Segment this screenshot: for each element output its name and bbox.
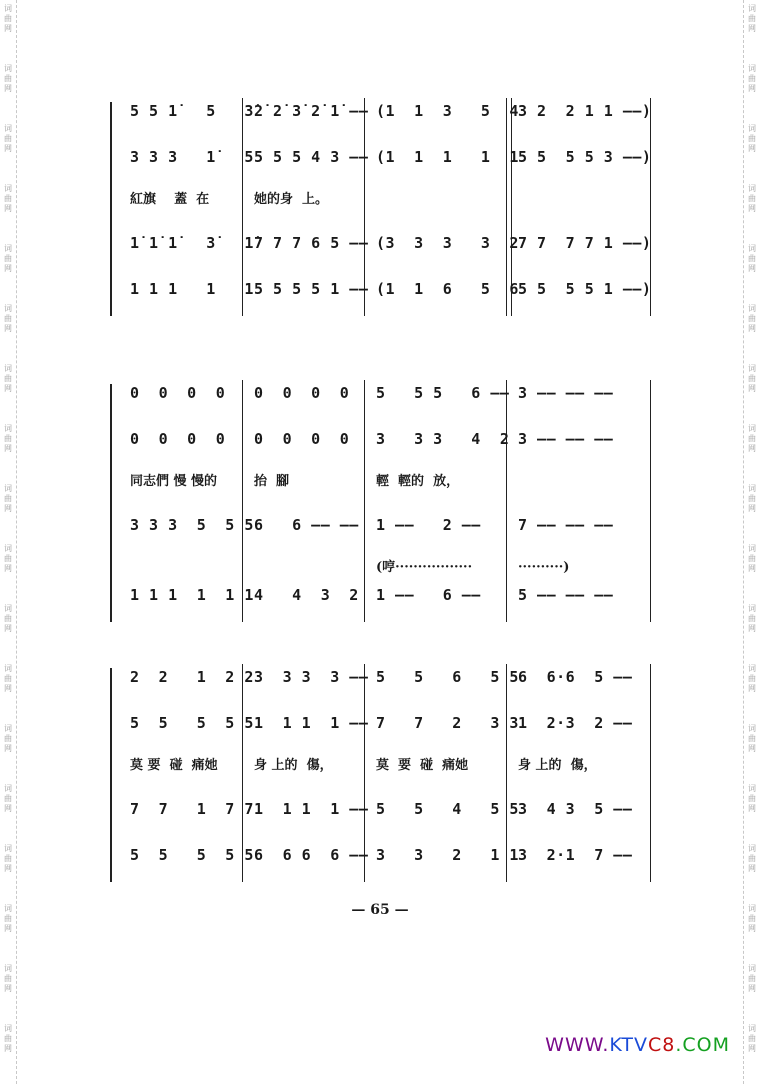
notation-row <box>130 840 662 870</box>
site-part-4: .COM <box>675 1034 730 1056</box>
notation-row <box>130 378 662 408</box>
side-watermark-text: 词 曲 网 <box>748 4 756 33</box>
measure-notes: 3 3 2 1 1 <box>376 846 519 864</box>
measure-notes: 1 2·3 2 —— <box>518 714 633 732</box>
system-brace <box>110 668 130 882</box>
measure-notes: 3 3 3 4 2 <box>376 430 510 448</box>
measure-notes: 5 5 1̇ 5 3̇ <box>130 102 254 120</box>
measure-notes: (1 1 3 5 4 <box>376 102 519 120</box>
side-watermark-text: 词 曲 网 <box>748 64 756 93</box>
side-watermark-text: 词 曲 网 <box>748 544 756 573</box>
notation-row <box>130 510 662 540</box>
measure-notes: 1̇ 1̇ 1̇ 3̇ 1̇ <box>130 234 254 252</box>
side-watermark-text: 词 曲 网 <box>4 604 12 633</box>
measure-notes: 6 6 6 6 —— <box>254 846 369 864</box>
measure-notes: 5 5 5 5 5 <box>130 714 254 732</box>
side-watermark-text: 词 曲 网 <box>4 844 12 873</box>
notation-row <box>130 662 662 692</box>
score-system <box>110 378 662 626</box>
measure-notes: 3 4 3 5 —— <box>518 800 633 818</box>
left-watermark-strip <box>0 0 17 1084</box>
measure-notes: (1 1 1 1 1 <box>376 148 519 166</box>
measure-notes: (哼················· <box>376 560 473 575</box>
notation-row <box>130 794 662 824</box>
lyric-line <box>130 470 662 494</box>
measure-notes: 5 5 5 5 1 —— <box>254 280 369 298</box>
site-part-2: KTV <box>609 1034 648 1056</box>
lyric-text: 身 上的 傷， <box>254 758 333 773</box>
measure-notes: 4 4 3 2 <box>254 586 359 604</box>
lyric-text: 莫 要 碰 痛她 <box>376 758 469 773</box>
side-watermark-text: 词 曲 网 <box>748 604 756 633</box>
score-system <box>110 96 662 320</box>
side-watermark-text: 词 曲 网 <box>4 244 12 273</box>
measure-notes: 5 5 6 5 5 <box>376 668 519 686</box>
measure-notes: 1 1 1 1 1 <box>130 280 254 298</box>
side-watermark-text: 词 曲 网 <box>748 244 756 273</box>
hum-line <box>130 556 662 580</box>
site-part-1: WWW. <box>545 1034 610 1056</box>
side-watermark-text: 词 曲 网 <box>4 364 12 393</box>
lyric-text: 莫 要 碰 痛她 <box>130 758 218 773</box>
measure-notes: 7 7 1 7 7 <box>130 800 254 818</box>
measure-notes: 5 —— —— —— <box>518 586 614 604</box>
side-watermark-text: 词 曲 网 <box>748 664 756 693</box>
side-watermark-text: 词 曲 网 <box>748 304 756 333</box>
side-watermark-text: 词 曲 网 <box>748 964 756 993</box>
measure-notes: 0 0 0 0 <box>130 384 226 402</box>
measure-notes: 1 1 1 1 1 1 <box>130 586 254 604</box>
side-watermark-text: 词 曲 网 <box>4 424 12 453</box>
measure-notes: 2̇ 2̇ 3̇ 2̇ 1̇ —— <box>254 102 369 120</box>
side-watermark-text: 词 曲 网 <box>748 124 756 153</box>
notation-row <box>130 708 662 738</box>
side-watermark-text: 词 曲 网 <box>4 64 12 93</box>
system-brace <box>110 102 130 316</box>
lyric-text: 身 上的 傷， <box>518 758 597 773</box>
measure-notes: 6 6 —— —— <box>254 516 359 534</box>
measure-notes: 5 5 5 5 5 <box>130 846 254 864</box>
side-watermark-text: 词 曲 网 <box>748 724 756 753</box>
side-watermark-text: 词 曲 网 <box>748 364 756 393</box>
notation-row <box>130 580 662 610</box>
measure-notes: 5 5 5 6 —— <box>376 384 510 402</box>
measure-notes: 3 2 2 1 1 ——) <box>518 102 652 120</box>
lyric-line <box>130 754 662 778</box>
measure-notes: 7 7 7 6 5 —— <box>254 234 369 252</box>
lyric-line <box>130 188 662 212</box>
score-system <box>110 662 662 886</box>
notation-row <box>130 142 662 172</box>
side-watermark-text: 词 曲 网 <box>4 724 12 753</box>
side-watermark-text: 词 曲 网 <box>4 4 12 33</box>
measure-notes: 7 —— —— —— <box>518 516 614 534</box>
measure-notes: 0 0 0 0 <box>130 430 226 448</box>
measure-notes: (1 1 6 5 6 <box>376 280 519 298</box>
measure-notes: 5 5 5 5 1 ——) <box>518 280 652 298</box>
system-brace <box>110 384 130 622</box>
measure-notes: 1 —— 6 —— <box>376 586 481 604</box>
lyric-text: 輕 輕的 放， <box>376 474 460 489</box>
measure-notes: 3 2·1 7 —— <box>518 846 633 864</box>
lyric-text: 抬 腳 <box>254 474 290 489</box>
lyric-text: 紅旗 蓋 在 <box>130 192 210 207</box>
notation-row <box>130 228 662 258</box>
right-watermark-strip <box>743 0 760 1084</box>
side-watermark-text: 词 曲 网 <box>4 544 12 573</box>
measure-notes: ··········) <box>518 560 570 575</box>
side-watermark-text: 词 曲 网 <box>748 424 756 453</box>
side-watermark-text: 词 曲 网 <box>4 124 12 153</box>
side-watermark-text: 词 曲 网 <box>4 964 12 993</box>
lyric-text: 她的身 上。 <box>254 192 329 207</box>
measure-notes: 6 6·6 5 —— <box>518 668 633 686</box>
side-watermark-text: 词 曲 网 <box>4 904 12 933</box>
measure-notes: 0 0 0 0 <box>254 430 350 448</box>
side-watermark-text: 词 曲 网 <box>4 184 12 213</box>
measure-notes: 0 0 0 0 <box>254 384 350 402</box>
measure-notes: 1 —— 2 —— <box>376 516 481 534</box>
side-watermark-text: 词 曲 网 <box>4 784 12 813</box>
notation-row <box>130 274 662 304</box>
lyric-text: 同志們 慢 慢的 <box>130 474 218 489</box>
side-watermark-text: 词 曲 网 <box>748 784 756 813</box>
measure-notes: 3 3 3 1̇ 5 <box>130 148 254 166</box>
measure-notes: 5 5 5 4 3 —— <box>254 148 369 166</box>
side-watermark-text: 词 曲 网 <box>4 1024 12 1053</box>
side-watermark-text: 词 曲 网 <box>748 1024 756 1053</box>
measure-notes: (3 3 3 3 2 <box>376 234 519 252</box>
measure-notes: 7 7 2 3 3 <box>376 714 519 732</box>
notation-row <box>130 424 662 454</box>
measure-notes: 1 1 1 1 —— <box>254 714 369 732</box>
side-watermark-text: 词 曲 网 <box>748 844 756 873</box>
measure-notes: 3 —— —— —— <box>518 430 614 448</box>
site-watermark <box>545 1034 730 1056</box>
measure-notes: 5 5 5 5 3 ——) <box>518 148 652 166</box>
measure-notes: 3 —— —— —— <box>518 384 614 402</box>
measure-notes: 1 1 1 1 —— <box>254 800 369 818</box>
side-watermark-text: 词 曲 网 <box>748 184 756 213</box>
side-watermark-text: 词 曲 网 <box>4 664 12 693</box>
side-watermark-text: 词 曲 网 <box>4 484 12 513</box>
measure-notes: 5 5 4 5 5 <box>376 800 519 818</box>
site-part-3: C8 <box>647 1034 676 1056</box>
measure-notes: 3 3 3 3 —— <box>254 668 369 686</box>
side-watermark-text: 词 曲 网 <box>4 304 12 333</box>
notation-row <box>130 96 662 126</box>
side-watermark-text: 词 曲 网 <box>748 484 756 513</box>
measure-notes: 2 2 1 2 2 <box>130 668 254 686</box>
side-watermark-text: 词 曲 网 <box>748 904 756 933</box>
measure-notes: 7 7 7 7 1 ——) <box>518 234 652 252</box>
measure-notes: 3 3 3 5 5 5 <box>130 516 254 534</box>
page-number: — 65 — <box>351 902 409 918</box>
